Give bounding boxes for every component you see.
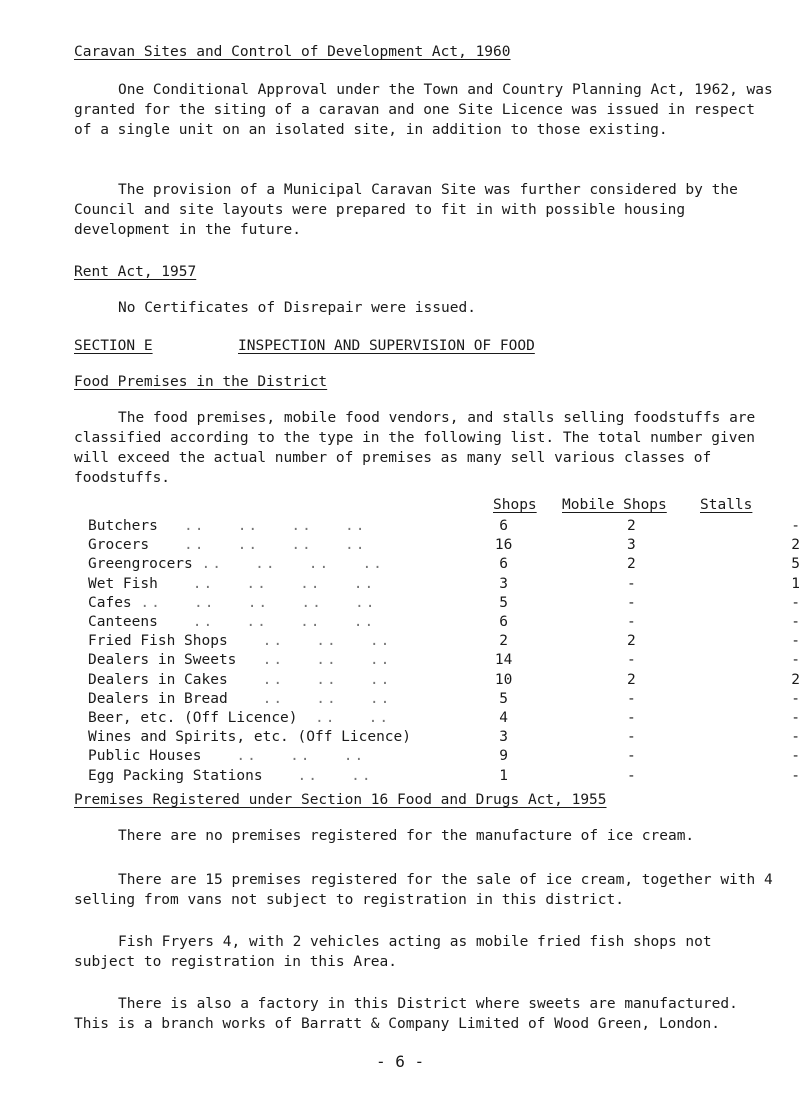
column-header-shops: Shops [493, 497, 537, 513]
leader-dots: .. .. .. .. [192, 614, 376, 631]
shops-count: 2 [499, 633, 508, 650]
leader-dots: .. .. .. .. [184, 537, 367, 554]
shops-count: 9 [499, 748, 508, 765]
shops-count: 6 [499, 518, 508, 534]
stalls-count: - [791, 729, 800, 746]
stalls-count: - [791, 633, 800, 650]
premises-type: Egg Packing Stations [88, 767, 263, 784]
shops-count: 4 [499, 710, 508, 727]
premises-type: Grocers [88, 537, 150, 554]
mobile-count: - [627, 767, 636, 784]
paragraph-ice-cream-manufacture: There are no premises registered for the manufacture of ice cream. [118, 828, 695, 844]
shops-count: 14 [494, 652, 513, 669]
stalls-count: 2 [791, 537, 800, 554]
stalls-count: - [791, 767, 800, 784]
leader-dots: .. .. .. .. .. [140, 594, 377, 611]
stalls-count: - [791, 710, 800, 727]
leader-dots: .. .. [314, 710, 391, 727]
table-row [88, 728, 800, 747]
table-row [88, 613, 800, 632]
paragraph-fish-fryers: Fish Fryers 4, with 2 vehicles acting as mobile fried fish shops not subject to registration in this Area. [74, 934, 721, 970]
paragraph-food-premises: The food premises, mobile food vendors, and stalls selling foodstuffs are classified according to the type in the following list. The total number given will exceed the actual number of premises as many sell various classes of foodstuffs. [74, 410, 765, 486]
mobile-count: - [627, 575, 636, 592]
table-row [88, 747, 800, 766]
premises-type: Canteens [88, 614, 158, 631]
leader-dots: .. .. .. [236, 748, 366, 765]
shops-count: 6 [499, 614, 508, 631]
mobile-count: - [627, 729, 636, 746]
mobile-count: 3 [627, 537, 636, 554]
stalls-count: 1 [791, 575, 800, 592]
stalls-count: - [791, 652, 800, 669]
stalls-count: 5 [791, 556, 800, 573]
table-row [88, 767, 800, 786]
stalls-count: 2 [791, 671, 800, 688]
heading-caravan-sites: Caravan Sites and Control of Development Act, 1960 [74, 44, 511, 60]
table-row [88, 632, 800, 651]
premises-type: Wines and Spirits, etc. (Off Licence) [88, 729, 412, 746]
paragraph-caravan-municipal: The provision of a Municipal Caravan Site was further considered by the Council and site layouts were prepared to fit in with possible housing development in the future. [74, 182, 747, 238]
shops-count: 16 [494, 537, 513, 554]
section-label: SECTION E [74, 338, 153, 354]
mobile-count: - [627, 710, 636, 727]
shops-count: 5 [499, 690, 508, 707]
shops-count: 6 [499, 556, 508, 573]
leader-dots: .. .. .. [262, 671, 392, 688]
leader-dots: .. .. .. [262, 690, 392, 707]
table-row [88, 536, 800, 555]
mobile-count: 2 [627, 518, 636, 534]
paragraph-sweets-factory: There is also a factory in this District where sweets are manufactured. This is a branch works of Barratt & Company Limited of Wood Green, London. [74, 996, 747, 1032]
leader-dots: .. .. .. .. [184, 518, 367, 534]
leader-dots: .. .. .. .. [192, 575, 376, 592]
premises-type: Public Houses [88, 748, 202, 765]
shops-count: 5 [499, 594, 508, 611]
food-premises-table [88, 517, 800, 786]
premises-type: Greengrocers [88, 556, 193, 573]
section-title: INSPECTION AND SUPERVISION OF FOOD [238, 338, 535, 354]
table-row [88, 709, 800, 728]
shops-count: 1 [499, 767, 508, 784]
paragraph-rent-act: No Certificates of Disrepair were issued. [118, 300, 476, 316]
mobile-count: - [627, 652, 636, 669]
leader-dots: .. .. .. [262, 652, 392, 669]
premises-type: Fried Fish Shops [88, 633, 228, 650]
page-number: - 6 - [376, 1052, 425, 1071]
premises-type: Wet Fish [88, 575, 158, 592]
mobile-count: - [627, 614, 636, 631]
table-row [88, 671, 800, 690]
table-row [88, 575, 800, 594]
mobile-count: 2 [627, 556, 636, 573]
table-row [88, 517, 800, 536]
paragraph-caravan-approval: One Conditional Approval under the Town and Country Planning Act, 1962, was granted for the siting of a caravan and one Site Licence was issued in respect of a single unit on an isolated site, in addition to those existing. [74, 82, 782, 138]
premises-type: Beer, etc. (Off Licence) [88, 710, 298, 727]
leader-dots: .. .. .. .. [201, 556, 384, 573]
mobile-count: - [627, 748, 636, 765]
premises-type: Dealers in Bread [88, 690, 228, 707]
heading-rent-act: Rent Act, 1957 [74, 264, 197, 280]
stalls-count: - [791, 614, 800, 631]
table-row [88, 594, 800, 613]
mobile-count: 2 [627, 671, 636, 688]
table-row [88, 555, 800, 574]
shops-count: 3 [499, 575, 508, 592]
paragraph-ice-cream-sale: There are 15 premises registered for the sale of ice cream, together with 4 selling from vans not subject to registration in this district. [74, 872, 782, 908]
column-header-stalls: Stalls [700, 497, 753, 513]
stalls-count: - [791, 690, 800, 707]
column-header-mobile-shops: Mobile Shops [562, 497, 667, 513]
leader-dots: .. .. [297, 767, 373, 784]
heading-food-premises: Food Premises in the District [74, 374, 328, 390]
mobile-count: - [627, 690, 636, 707]
stalls-count: - [791, 594, 800, 611]
premises-type: Butchers [88, 518, 158, 534]
premises-type: Dealers in Cakes [88, 671, 228, 688]
shops-count: 3 [499, 729, 508, 746]
leader-dots: .. .. .. [262, 633, 392, 650]
premises-type: Dealers in Sweets [88, 652, 237, 669]
mobile-count: - [627, 594, 636, 611]
stalls-count: - [791, 518, 800, 534]
shops-count: 10 [494, 671, 513, 688]
mobile-count: 2 [627, 633, 636, 650]
premises-type: Cafes [88, 594, 132, 611]
heading-registered-premises: Premises Registered under Section 16 Food and Drugs Act, 1955 [74, 792, 607, 808]
table-row [88, 651, 800, 670]
stalls-count: - [791, 748, 800, 765]
table-row [88, 690, 800, 709]
